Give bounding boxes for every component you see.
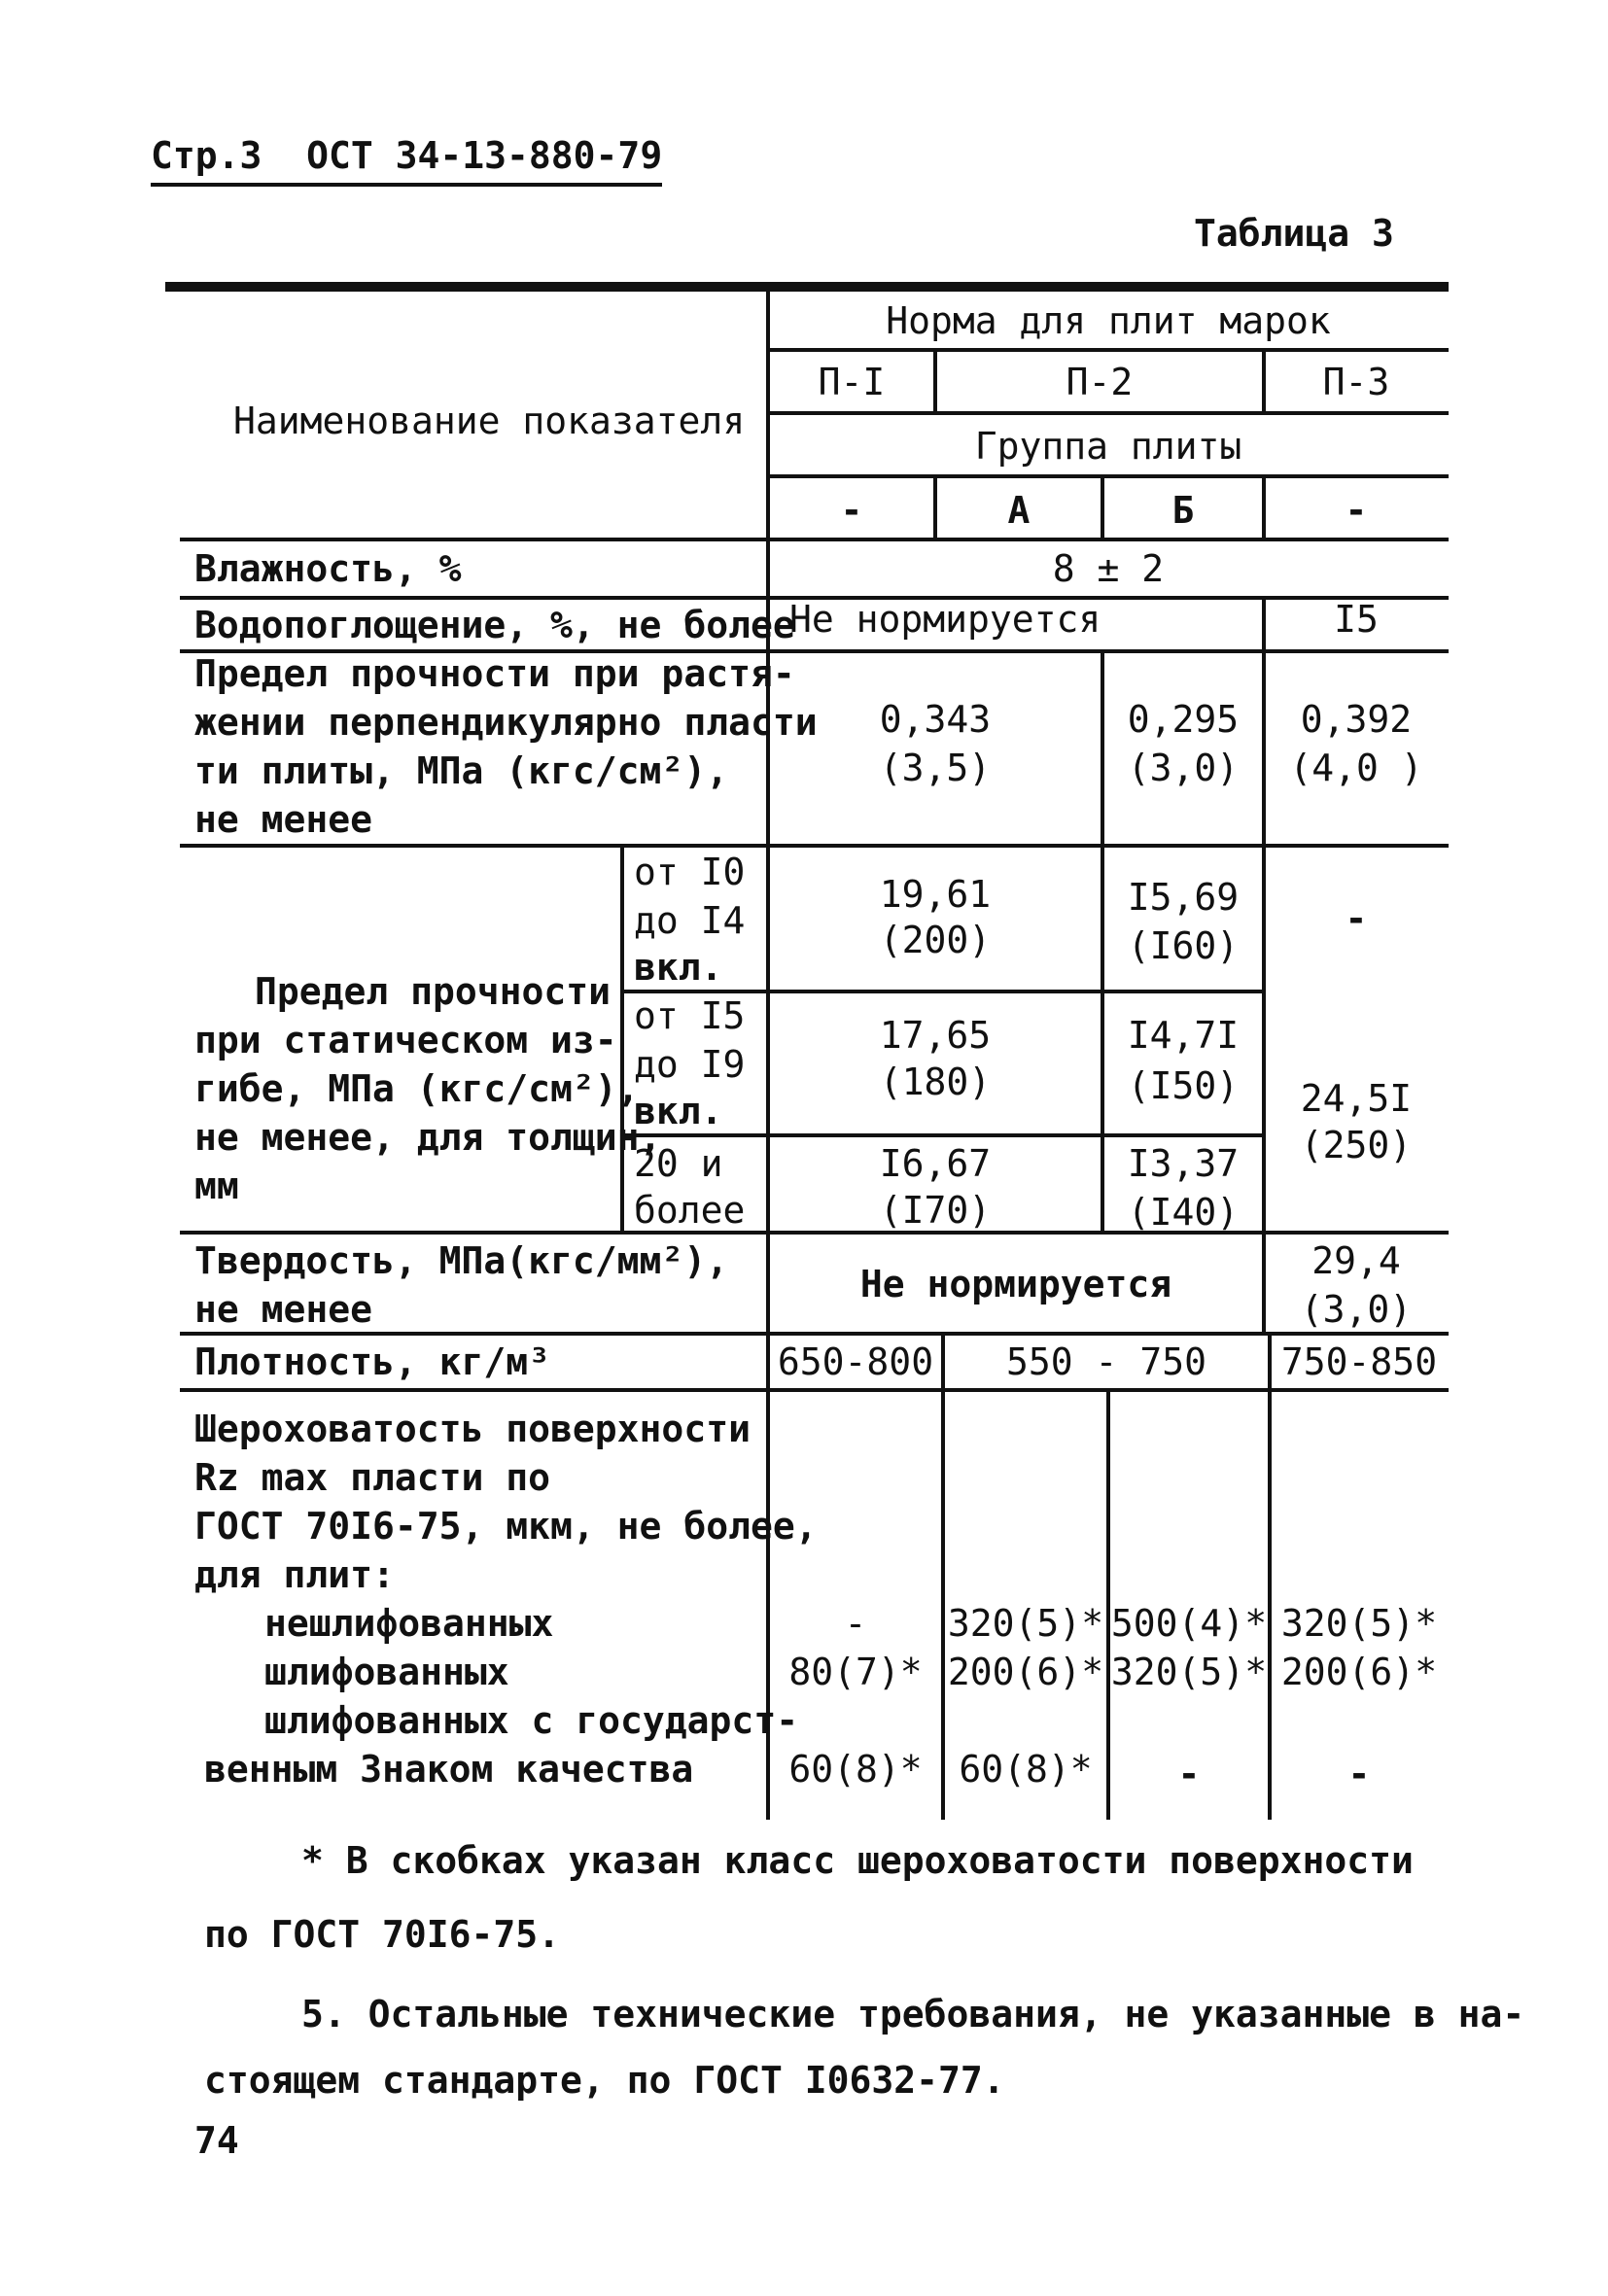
absorption-label: Водопоглощение, %, не более xyxy=(194,604,795,646)
rough-b-1: 320(5)* xyxy=(947,1602,1104,1645)
bending-thick-1b: до I4 xyxy=(634,899,746,942)
norm-header: Норма для плит марок xyxy=(886,299,1331,342)
subgroup-1: - xyxy=(840,489,863,532)
grade-p1: П-I xyxy=(818,361,886,403)
density-label: Плотность, кг/м³ xyxy=(194,1340,551,1383)
bending-r2-v2-a: I4,7I xyxy=(1127,1014,1240,1057)
bending-r2-v2-b: (I50) xyxy=(1127,1064,1240,1107)
bending-r1-v3: - xyxy=(1345,897,1368,940)
tensile-label-4: не менее xyxy=(194,798,373,841)
tensile-v2-b: (3,0) xyxy=(1127,747,1240,789)
moisture-label: Влажность, % xyxy=(194,547,462,590)
rough-b-2: 200(6)* xyxy=(947,1651,1104,1693)
roughness-label-7: шлифованных с государст- xyxy=(264,1699,799,1742)
roughness-label-4: для плит: xyxy=(194,1553,395,1596)
hardness-label-2: не менее xyxy=(194,1288,373,1331)
tensile-label-2: жении перпендикулярно пласти xyxy=(194,701,818,744)
bending-thick-2c: вкл. xyxy=(634,1090,723,1132)
rough-c-3: - xyxy=(1177,1753,1201,1795)
bending-r3-v2-b: (I40) xyxy=(1127,1191,1240,1234)
rough-b-3: 60(8)* xyxy=(959,1748,1093,1791)
running-title: Стр.3 ОСТ 34-13-880-79 xyxy=(151,134,662,187)
hardness-value-3-a: 29,4 xyxy=(1311,1239,1401,1282)
tensile-v2-a: 0,295 xyxy=(1127,698,1240,741)
density-v1: 650-800 xyxy=(777,1340,934,1383)
rough-d-2: 200(6)* xyxy=(1280,1651,1438,1693)
footnote-line-2: по ГОСТ 70I6-75. xyxy=(204,1913,561,1956)
roughness-label-6: шлифованных xyxy=(264,1651,509,1693)
bending-thick-3b: более xyxy=(634,1189,746,1232)
bending-r2-v1-b: (180) xyxy=(879,1061,992,1103)
roughness-label-8: венным Знаком качества xyxy=(204,1748,694,1791)
subgroup-3: - xyxy=(1345,489,1368,532)
roughness-label-3: ГОСТ 70I6-75, мкм, не более, xyxy=(194,1505,818,1548)
subgroup-a: А xyxy=(1007,489,1031,532)
rough-c-1: 500(4)* xyxy=(1110,1602,1268,1645)
rough-d-3: - xyxy=(1347,1753,1371,1795)
footnote-line-1: * В скобках указан класс шероховатости поверхности xyxy=(301,1839,1414,1882)
tensile-v3-a: 0,392 xyxy=(1300,698,1413,741)
bending-label-3: гибе, МПа (кгс/см²), xyxy=(194,1067,640,1110)
moisture-value: 8 ± 2 xyxy=(1052,547,1165,590)
bending-label-2: при статическом из- xyxy=(194,1019,617,1061)
bending-r3-v1-b: (I70) xyxy=(879,1189,992,1232)
hardness-value-3-b: (3,0) xyxy=(1300,1288,1413,1331)
roughness-label-2: Rz max пласти по xyxy=(194,1456,551,1499)
paragraph-line-1: 5. Остальные технические требования, не указанные в на- xyxy=(301,1993,1525,2035)
tensile-v3-b: (4,0 ) xyxy=(1289,747,1423,789)
bending-thick-1c: вкл. xyxy=(634,946,723,989)
rough-a-2: 80(7)* xyxy=(788,1651,923,1693)
paragraph-line-2: стоящем стандарте, по ГОСТ I0632-77. xyxy=(204,2059,1005,2102)
table-label: Таблица 3 xyxy=(1194,212,1394,255)
hardness-label-1: Твердость, МПа(кгс/мм²), xyxy=(194,1239,729,1282)
absorption-value-12: Не нормируется xyxy=(789,598,1101,641)
tensile-label-1: Предел прочности при растя- xyxy=(194,652,795,695)
bending-thick-2a: от I5 xyxy=(634,994,746,1037)
rough-c-2: 320(5)* xyxy=(1110,1651,1268,1693)
tensile-label-3: ти плиты, МПа (кгс/см²), xyxy=(194,749,729,792)
roughness-label-1: Шероховатость поверхности xyxy=(194,1408,751,1450)
bending-label-1: Предел прочности xyxy=(255,970,612,1013)
bending-label-5: мм xyxy=(194,1165,239,1207)
density-v3: 750-850 xyxy=(1280,1340,1438,1383)
tensile-v1-b: (3,5) xyxy=(879,747,992,789)
subgroup-b: Б xyxy=(1171,489,1195,532)
rough-a-3: 60(8)* xyxy=(788,1748,923,1791)
bending-r3-v2-a: I3,37 xyxy=(1127,1142,1240,1185)
tensile-v1-a: 0,343 xyxy=(879,698,992,741)
group-header: Группа плиты xyxy=(974,425,1242,468)
rough-a-1: - xyxy=(844,1602,867,1645)
bending-thick-2b: до I9 xyxy=(634,1043,746,1086)
bending-thick-1a: от I0 xyxy=(634,851,746,893)
indicator-header: Наименование показателя xyxy=(233,400,746,442)
bending-r3-v1-a: I6,67 xyxy=(879,1142,992,1185)
absorption-value-3: I5 xyxy=(1334,598,1379,641)
rough-d-1: 320(5)* xyxy=(1280,1602,1438,1645)
bending-thick-3a: 20 и xyxy=(634,1142,723,1185)
grade-p3: П-3 xyxy=(1322,361,1390,403)
bending-r1-v2-b: (I60) xyxy=(1127,924,1240,967)
grade-p2: П-2 xyxy=(1066,361,1134,403)
bending-v3-merged-a: 24,5I xyxy=(1300,1077,1413,1120)
bending-r1-v1-a: 19,61 xyxy=(879,873,992,916)
bending-v3-merged-b: (250) xyxy=(1300,1124,1413,1166)
hardness-value-12: Не нормируется xyxy=(859,1263,1172,1305)
bending-r1-v2-a: I5,69 xyxy=(1127,876,1240,919)
bending-label-4: не менее, для толщин, xyxy=(194,1116,662,1159)
bending-r1-v1-b: (200) xyxy=(879,919,992,961)
density-v2: 550 - 750 xyxy=(1006,1340,1206,1383)
roughness-label-5: нешлифованных xyxy=(264,1602,554,1645)
bending-r2-v1-a: 17,65 xyxy=(879,1014,992,1057)
page-number: 74 xyxy=(194,2119,239,2162)
